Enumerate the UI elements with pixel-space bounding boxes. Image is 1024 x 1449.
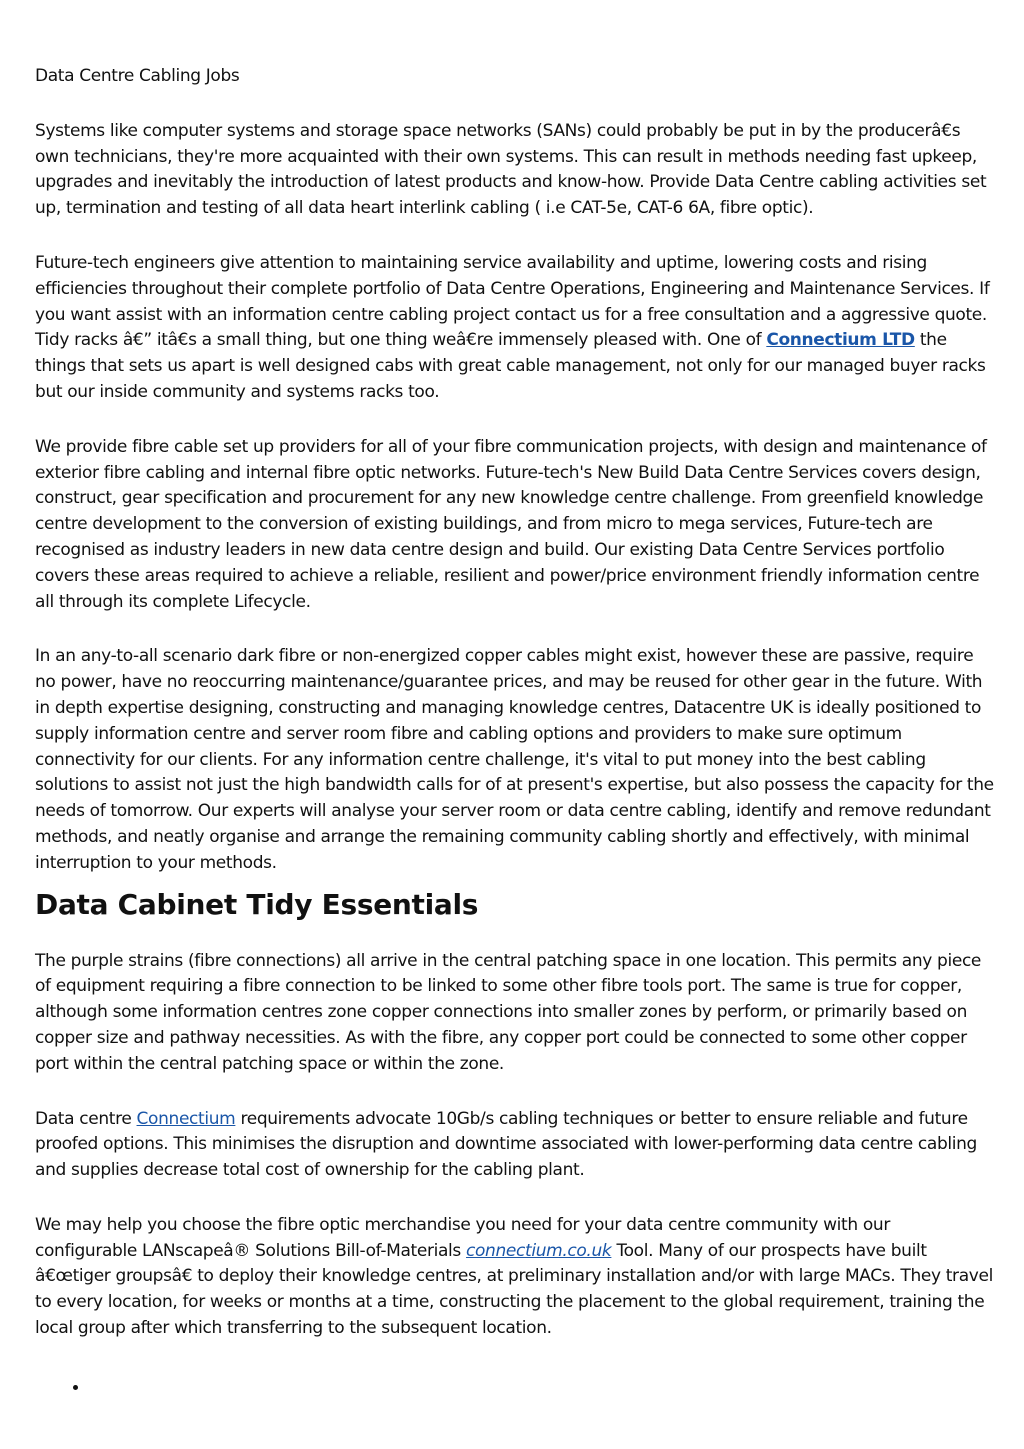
- paragraph-6-text-after: requirements advocate 10Gb/s cabling techniques or better to ensure reliable and future proofed options. This minimises the disruption and downtime associated with lower-performing data centre cabling and supplies decrease total cost of ownership for the cabling plant.: [35, 1108, 978, 1181]
- paragraph-2-text-after: the things that sets us apart is well designed cabs with great cable management, not only for our managed buyer racks but our inside community and systems racks too.: [35, 330, 986, 402]
- paragraph-6: [35, 1107, 995, 1184]
- paragraph-5: The purple strains (fibre connections) all arrive in the central patching space in one location. This permits any piece of equipment requiring a fibre connection to be linked to some other fibre tools port. The same is true for copper, although some information centres zone copper connections into smaller zones by perform, or primarily based on copper size and pathway necessities. As with the fibre, any copper port could be connected to some other copper port within the central patching space or within the zone.: [35, 950, 982, 1074]
- paragraph-4: In an any-to-all scenario dark fibre or non-energized copper cables might exist, however these are passive, require no power, have no reoccurring maintenance/guarantee prices, and may be reused for other gear in the future. With in depth expertise designing, constructing and managing knowledge centres, Datacentre UK is ideally positioned to supply information centre and server room fibre and cabling options and providers to make sure optimum connectivity for our clients. For any information centre challenge, it's vital to put money into the best cabling solutions to assist not just the high bandwidth calls for of at present's expertise, but also possess the capacity for the needs of tomorrow. Our experts will analyse your server room or data centre cabling, identify and remove redundant methods, and neatly organise and arrange the remaining community cabling shortly and effectively, with minimal interruption to your methods.: [35, 646, 994, 873]
- connectium-co-uk-link[interactable]: connectium.co.uk: [466, 1240, 612, 1261]
- paragraph-3: We provide fibre cable set up providers for all of your fibre communication projects, with design and maintenance of exterior fibre cabling and internal fibre optic networks. Future-tech's New Build Data Centre Services covers design, construct, gear specification and procurement for any new knowledge centre challenge. From greenfield knowledge centre development to the conversion of existing buildings, and from micro to mega services, Future-tech are recognised as industry leaders in new data centre design and build. Our existing Data Centre Services portfolio covers these areas required to achieve a reliable, resilient and power/price environment friendly information centre all through its complete Lifecycle.: [35, 436, 987, 612]
- paragraph-7-text-before: We may help you choose the fibre optic merchandise you need for your data centre community with our configurable LANscapeâ® Solutions Bill-of-Materials: [35, 1214, 890, 1261]
- paragraph-2: [35, 251, 995, 406]
- connectium-link[interactable]: Connectium: [136, 1108, 236, 1129]
- paragraph-7-text-after: Tool. Many of our prospects have built â€œtiger groupsâ€ to deploy their knowledge centres, at preliminary installation and/or with large MACs. They travel to every location, for weeks or months at a time, constructing the placement to the global requirement, training the local group after which transferring to the subsequent location.: [35, 1240, 993, 1339]
- paragraph-6-text-before: Data centre: [35, 1108, 137, 1129]
- section-heading: Data Cabinet Tidy Essentials: [35, 887, 479, 921]
- bullet-list: [35, 1378, 995, 1398]
- paragraph-2-text-before: Future-tech engineers give attention to maintaining service availability and uptime, lowering costs and rising efficiencies throughout their complete portfolio of Data Centre Operations, Engineering and Maintenance Services. If you want assist with an information centre cabling project contact us for a free consultation and a aggressive quote. Tidy racks â€” itâ€s a small thing, but one thing weâ€re immensely pleased with. One of: [35, 252, 990, 351]
- connectium-ltd-link[interactable]: Connectium LTD: [766, 330, 915, 351]
- list-item: [90, 1378, 995, 1398]
- document-page: [35, 64, 995, 1398]
- paragraph-7: [35, 1213, 995, 1342]
- document-title: Data Centre Cabling Jobs: [35, 66, 240, 86]
- paragraph-1: Systems like computer systems and storage space networks (SANs) could probably be put in by the producerâ€s own technicians, they're more acquainted with their own systems. This can result in methods needing fast upkeep, upgrades and inevitably the introduction of latest products and know-how. Provide Data Centre cabling activities set up, termination and testing of all data heart interlink cabling ( i.e CAT-5e, CAT-6 6A, fibre optic).: [35, 120, 987, 219]
